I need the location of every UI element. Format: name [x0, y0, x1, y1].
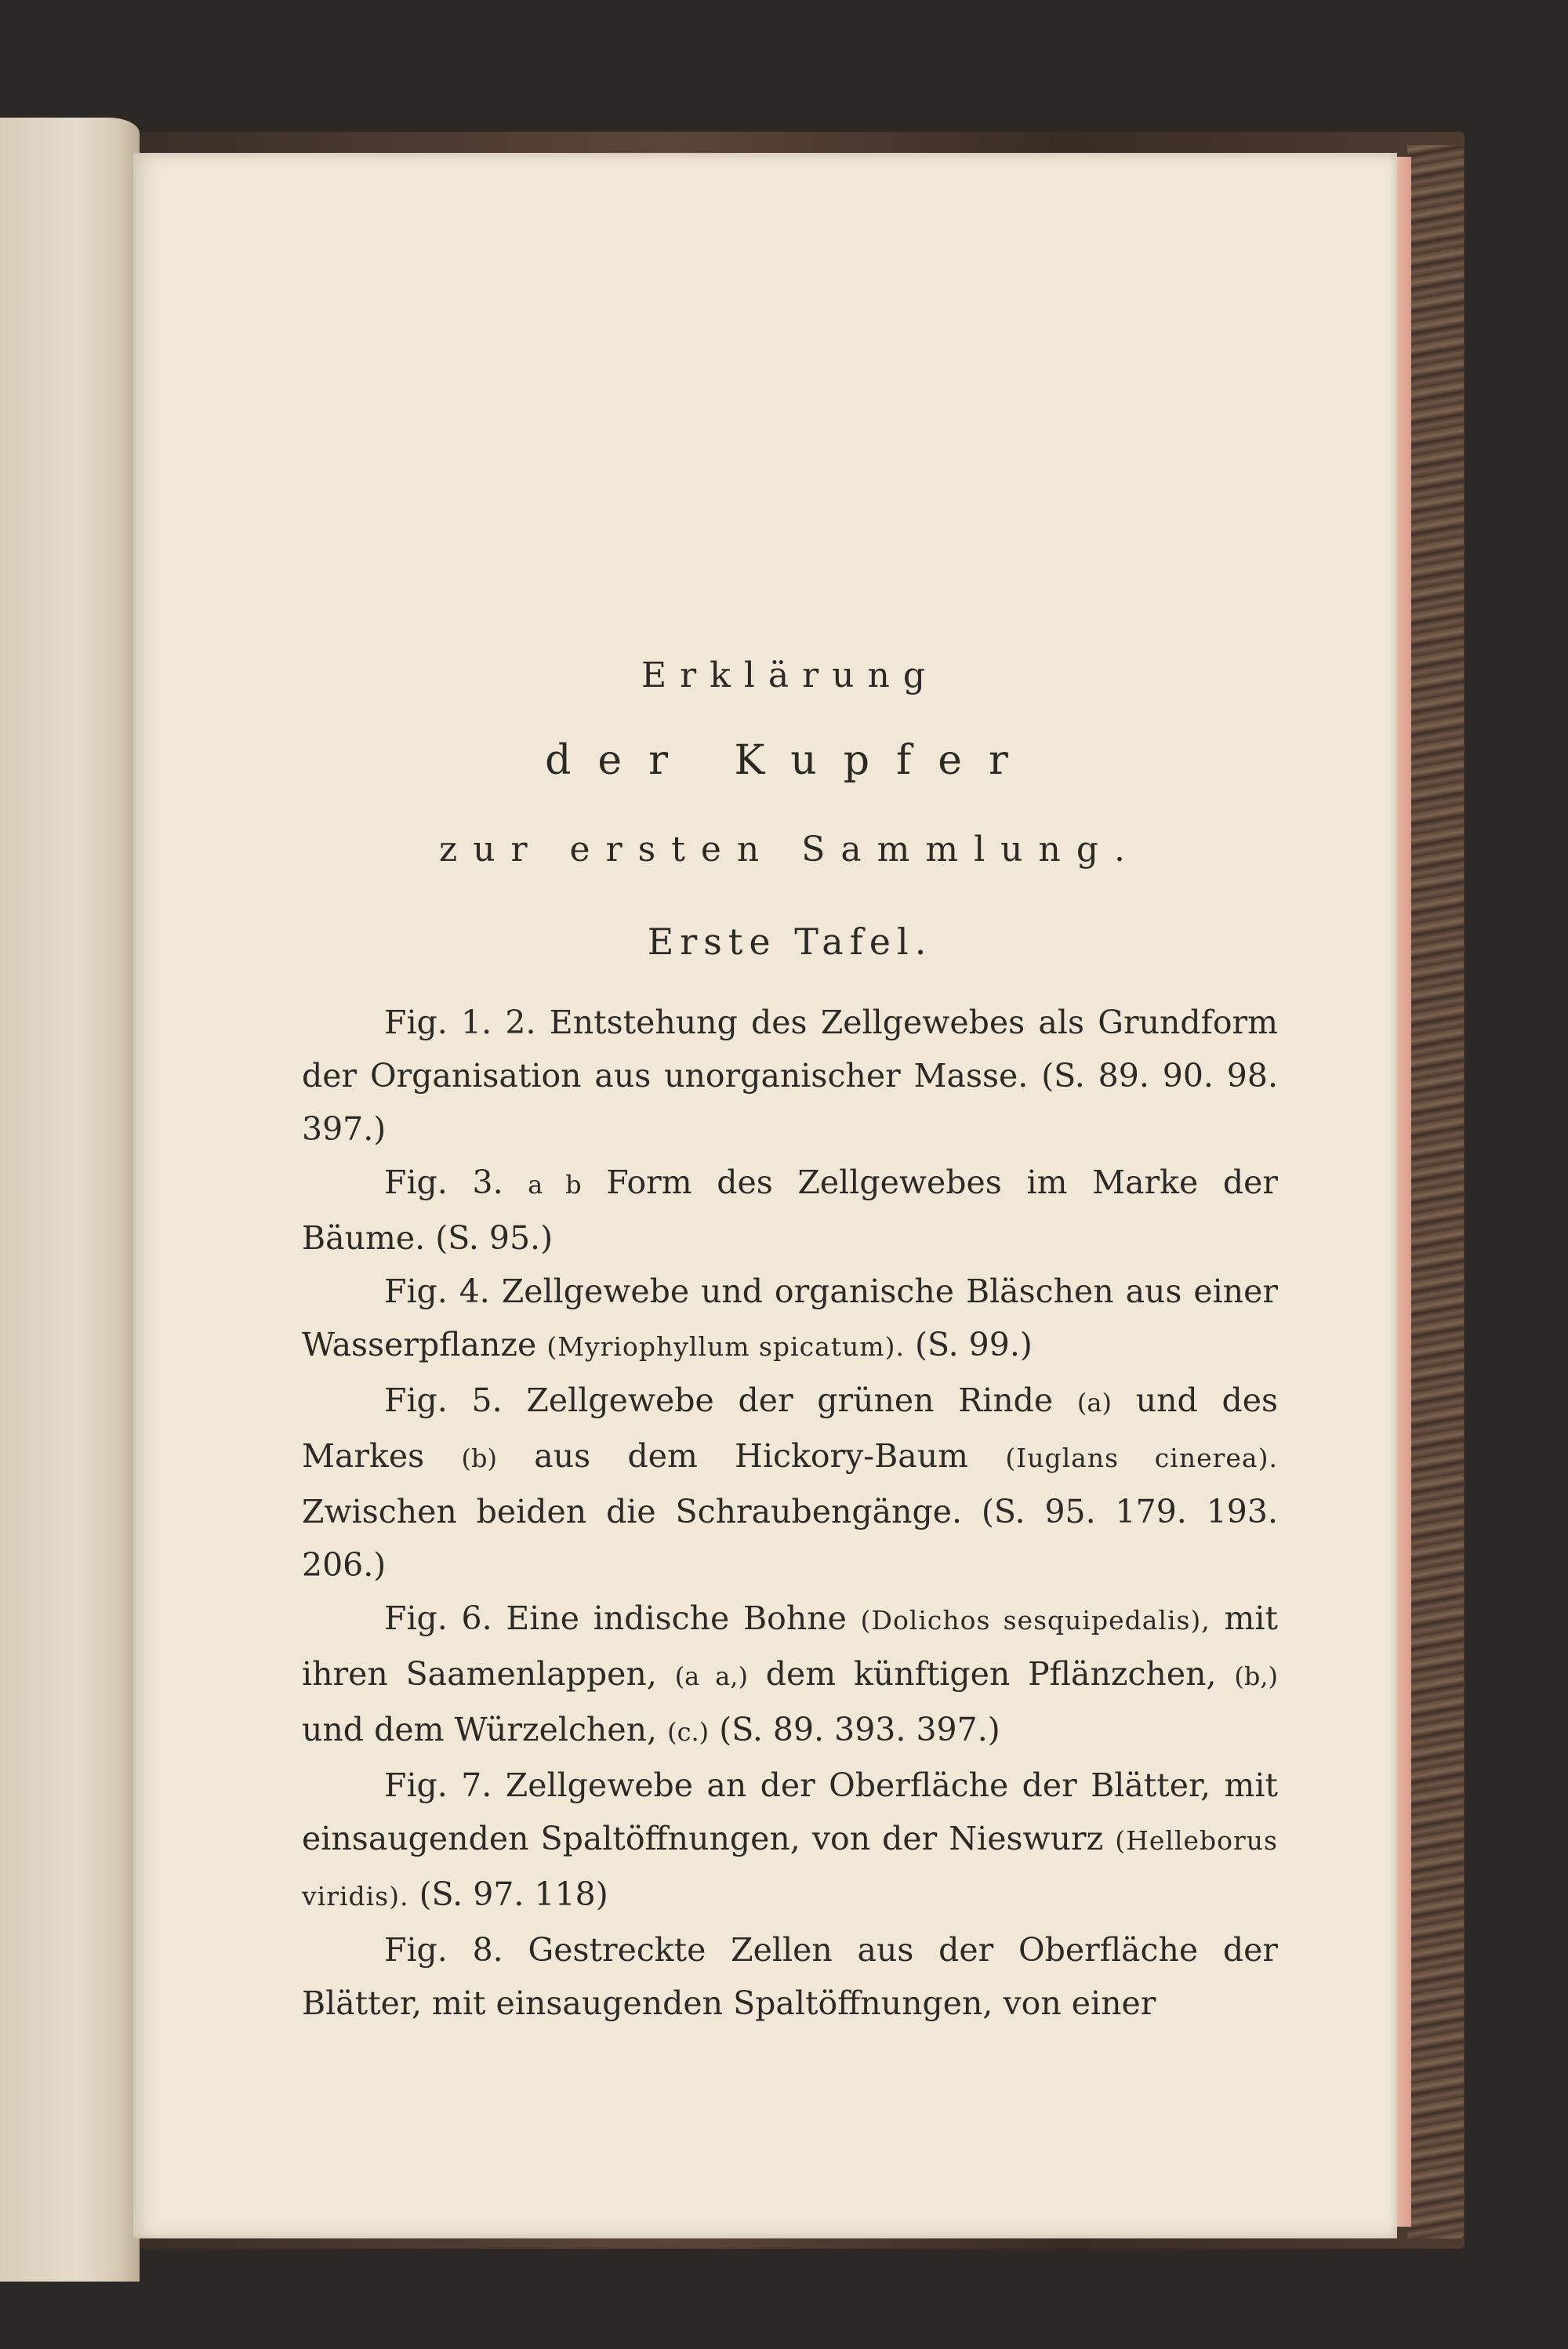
figure-description: dem künftigen Pflänzchen, — [765, 1655, 1217, 1693]
section-title: Erste Tafel. — [647, 920, 933, 963]
latin-name: (Iuglans cinerea). — [1005, 1443, 1278, 1473]
figure-number: Fig. 8. — [384, 1931, 503, 1969]
page-references: (S. 89. 90. 98. 397.) — [302, 1057, 1278, 1148]
figure-letter: (b) — [461, 1443, 497, 1473]
page-references: (S. 95. 179. 193. 206.) — [302, 1493, 1278, 1584]
title-line-2: der Kupfer — [545, 737, 1035, 784]
figure-description: Zwischen beiden die Schraubengänge. — [302, 1493, 963, 1530]
latin-name: (Dolichos sesquipedalis), — [860, 1605, 1210, 1636]
page-references: (S. 95.) — [435, 1219, 554, 1257]
figure-number: Fig. 5. — [384, 1381, 503, 1419]
figure-number: Fig. 3. — [384, 1164, 503, 1201]
figure-description: Entstehung des Zellgewebes als Grundform der Organisation aus unorganischer Masse. — [302, 1004, 1278, 1095]
facing-page-edge — [0, 118, 140, 2282]
cover-edge — [1407, 145, 1464, 2238]
figure-description: mit ihren Saamenlappen, — [302, 1599, 1278, 1693]
page-text — [302, 498, 1278, 2030]
figure-description: Eine indische Bohne — [506, 1599, 847, 1637]
page-edge-stain — [1397, 157, 1411, 2227]
figure-entry — [302, 1923, 1278, 2030]
title-line-1: Erklärung — [641, 655, 938, 695]
figure-letter: (a a,) — [674, 1661, 748, 1691]
page-references: (S. 97. 118) — [419, 1875, 608, 1913]
figure-letter: (a) — [1076, 1388, 1112, 1418]
figure-list — [302, 996, 1278, 2030]
figure-number: Fig. 7. — [384, 1766, 492, 1804]
figure-entry — [302, 1156, 1278, 1265]
figure-entry — [302, 1759, 1278, 1923]
title-line-3: zur ersten Sammlung. — [439, 830, 1141, 870]
latin-name: (Helleborus viridis). — [302, 1825, 1278, 1912]
figure-letter: (c.) — [667, 1717, 710, 1747]
figure-number: Fig. 4. — [384, 1273, 490, 1310]
figure-number: Fig. 1. 2. — [384, 1004, 536, 1041]
figure-description: und des Markes — [302, 1381, 1278, 1475]
figure-letter: (b,) — [1234, 1661, 1278, 1691]
figure-description: Gestreckte Zellen aus der Oberfläche der Blätter, mit einsaugenden Spaltöffnungen, von einer — [302, 1931, 1278, 2022]
figure-number: Fig. 6. — [384, 1599, 492, 1637]
figure-description: und dem Würzelchen, — [302, 1711, 658, 1748]
figure-letters: a b — [528, 1170, 582, 1200]
figure-description: Zellgewebe an der Oberfläche der Blätter, mit einsaugenden Spaltöffnungen, von der Nieswurz — [302, 1766, 1278, 1857]
figure-entry — [302, 1374, 1278, 1592]
figure-description: Zellgewebe und organische Bläschen aus einer Wasserpflanze — [302, 1273, 1278, 1363]
figure-description: Form des Zellgewebes im Marke der Bäume. — [302, 1164, 1278, 1257]
page-references: (S. 99.) — [914, 1326, 1033, 1363]
figure-description: aus dem Hickory-Baum — [534, 1437, 968, 1475]
latin-name: (Myriophyllum spicatum). — [546, 1331, 905, 1362]
figure-description: Zellgewebe der grünen Rinde — [526, 1381, 1054, 1419]
figure-entry — [302, 1592, 1278, 1759]
figure-entry — [302, 1265, 1278, 1374]
book-page — [133, 153, 1397, 2238]
figure-entry — [302, 996, 1278, 1156]
page-references: (S. 89. 393. 397.) — [719, 1711, 1000, 1748]
